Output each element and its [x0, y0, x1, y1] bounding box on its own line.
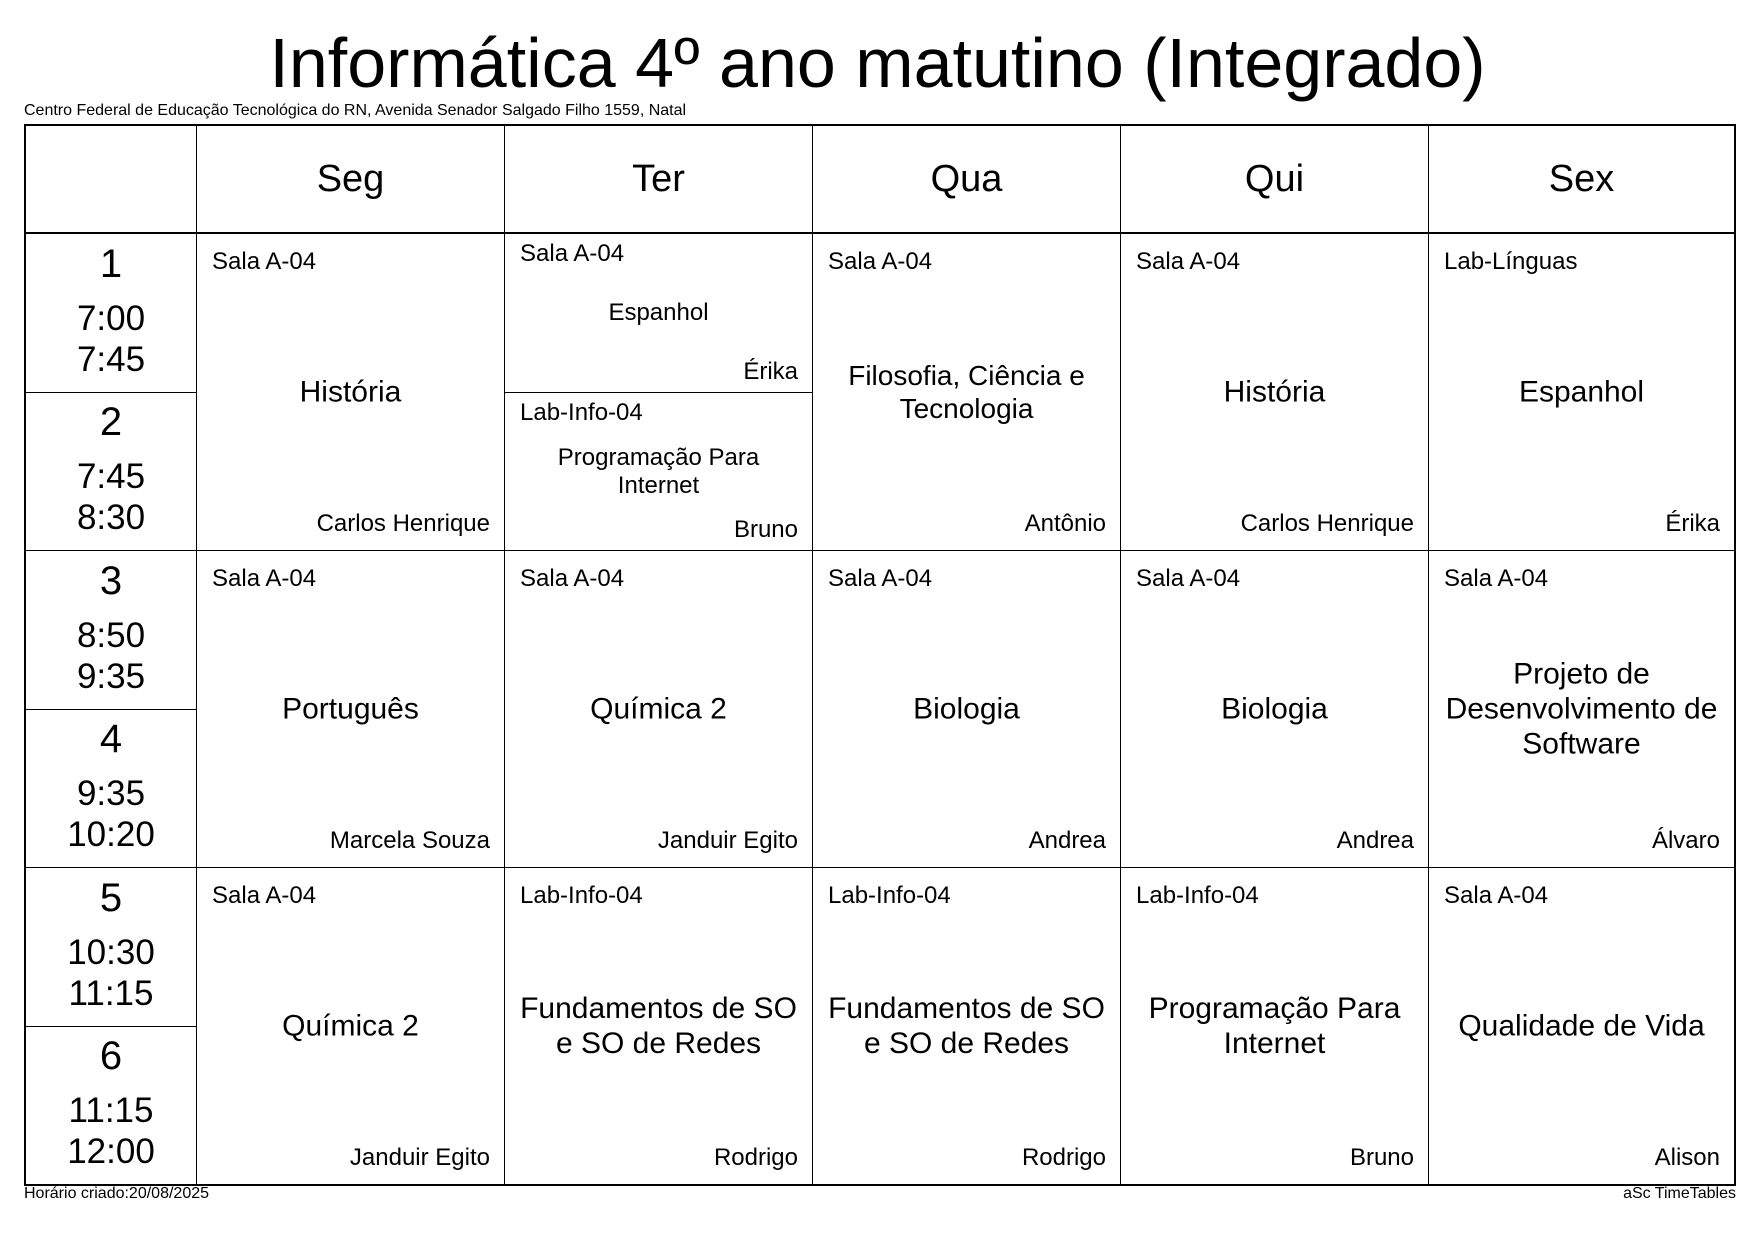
lesson-room: Lab-Info-04 — [520, 399, 643, 426]
lesson-teacher: Bruno — [733, 516, 798, 543]
period-start: 7:45 — [76, 457, 146, 496]
lesson-teacher: Carlos Henrique — [1240, 510, 1414, 537]
day-header-ter: Ter — [504, 126, 812, 232]
lesson-room: Sala A-04 — [1444, 882, 1549, 909]
period-divider — [26, 709, 196, 710]
lesson-teacher: Andrea — [1336, 827, 1414, 854]
period-end: 12:00 — [67, 1132, 155, 1171]
period-start: 7:00 — [76, 299, 146, 338]
period-divider — [26, 1026, 196, 1027]
lesson-qui-1[interactable] — [1120, 234, 1428, 550]
lesson-subject: História — [299, 375, 402, 409]
period-end: 11:15 — [68, 974, 154, 1013]
lesson-subject: Programação Para Internet — [1148, 992, 1401, 1060]
lesson-teacher: Alison — [1654, 1144, 1720, 1171]
lesson-room: Sala A-04 — [1444, 565, 1549, 592]
lesson-ter-3[interactable] — [504, 551, 812, 867]
period-6 — [26, 1026, 196, 1184]
lesson-subject: História — [1223, 375, 1326, 409]
created-date: Horário criado:20/08/2025 — [24, 1185, 210, 1202]
lesson-subject: Espanhol — [1518, 375, 1645, 409]
period-start: 9:35 — [76, 774, 146, 813]
day-header-sex: Sex — [1428, 126, 1734, 232]
period-start: 10:30 — [67, 933, 155, 972]
lesson-seg-1[interactable] — [196, 234, 504, 550]
lesson-room: Sala A-04 — [212, 882, 317, 909]
period-5 — [26, 868, 196, 1026]
lesson-teacher: Antônio — [1024, 510, 1106, 537]
timetable-grid — [24, 124, 1736, 1186]
lesson-qua-3[interactable] — [812, 551, 1120, 867]
lesson-subject: Projeto de Desenvolvimento de Software — [1445, 657, 1718, 761]
lesson-room: Sala A-04 — [828, 565, 933, 592]
brand-credit: aSc TimeTables — [1623, 1185, 1736, 1202]
period-number: 5 — [99, 876, 123, 920]
lesson-seg-5[interactable] — [196, 868, 504, 1184]
lesson-subject: Programação Para Internet — [557, 443, 760, 499]
period-2 — [26, 392, 196, 550]
lesson-room: Sala A-04 — [212, 248, 317, 275]
lesson-room: Sala A-04 — [1136, 248, 1241, 275]
lesson-subject: Química 2 — [590, 692, 727, 726]
day-header-qua: Qua — [812, 126, 1120, 232]
page-title: Informática 4º ano matutino (Integrado) — [269, 24, 1486, 102]
period-4 — [26, 709, 196, 867]
lesson-room: Lab-Info-04 — [828, 882, 951, 909]
lesson-room: Lab-Info-04 — [520, 882, 643, 909]
lesson-teacher: Rodrigo — [713, 1144, 798, 1171]
lesson-subject: Espanhol — [608, 299, 709, 326]
lesson-room: Sala A-04 — [212, 565, 317, 592]
lesson-teacher: Érika — [743, 358, 798, 385]
period-number: 4 — [99, 717, 123, 761]
lesson-subject: Biologia — [913, 692, 1020, 726]
lesson-room: Sala A-04 — [520, 240, 625, 267]
lesson-qui-3[interactable] — [1120, 551, 1428, 867]
lesson-subject: Filosofia, Ciência e Tecnologia — [848, 360, 1085, 424]
day-header-qui: Qui — [1120, 126, 1428, 232]
period-start: 11:15 — [68, 1091, 154, 1130]
lesson-teacher: Marcela Souza — [329, 827, 490, 854]
day-header-seg: Seg — [196, 126, 504, 232]
school-address: Centro Federal de Educação Tecnológica do RN, Avenida Senador Salgado Filho 1559, Natal — [24, 102, 687, 119]
lesson-ter-5[interactable] — [504, 868, 812, 1184]
lesson-subject: Biologia — [1221, 692, 1328, 726]
lesson-sex-5[interactable] — [1428, 868, 1734, 1184]
lesson-subject: Qualidade de Vida — [1458, 1009, 1705, 1043]
period-start: 8:50 — [76, 616, 146, 655]
lesson-teacher: Rodrigo — [1021, 1144, 1106, 1171]
lesson-subject: Português — [282, 692, 419, 726]
lesson-teacher: Janduir Egito — [349, 1144, 490, 1171]
lesson-ter-2[interactable] — [504, 393, 812, 550]
period-divider — [26, 392, 196, 393]
lesson-room: Sala A-04 — [828, 248, 933, 275]
lesson-room: Sala A-04 — [520, 565, 625, 592]
period-number: 1 — [99, 242, 123, 286]
lesson-sex-3[interactable] — [1428, 551, 1734, 867]
period-end: 9:35 — [76, 657, 146, 696]
lesson-qua-5[interactable] — [812, 868, 1120, 1184]
lesson-teacher: Janduir Egito — [657, 827, 798, 854]
period-end: 7:45 — [76, 340, 146, 379]
day-header-row — [26, 126, 1734, 234]
lesson-ter-1[interactable] — [504, 234, 812, 392]
lesson-room: Sala A-04 — [1136, 565, 1241, 592]
lesson-subject: Química 2 — [282, 1009, 419, 1043]
lesson-subject: Fundamentos de SO e SO de Redes — [828, 992, 1105, 1060]
period-3 — [26, 551, 196, 709]
lesson-teacher: Érika — [1665, 510, 1720, 537]
period-number: 3 — [99, 559, 123, 603]
period-end: 10:20 — [67, 815, 155, 854]
lesson-subject: Fundamentos de SO e SO de Redes — [520, 992, 797, 1060]
lesson-room: Lab-Línguas — [1444, 248, 1578, 275]
lesson-qui-5[interactable] — [1120, 868, 1428, 1184]
lesson-teacher: Carlos Henrique — [316, 510, 490, 537]
lesson-room: Lab-Info-04 — [1136, 882, 1259, 909]
lesson-teacher: Bruno — [1349, 1144, 1414, 1171]
lesson-teacher: Álvaro — [1651, 827, 1720, 854]
period-1 — [26, 234, 196, 392]
lesson-qua-1[interactable] — [812, 234, 1120, 550]
lesson-teacher: Andrea — [1028, 827, 1106, 854]
period-number: 6 — [99, 1034, 123, 1078]
lesson-seg-3[interactable] — [196, 551, 504, 867]
period-number: 2 — [99, 400, 123, 444]
period-end: 8:30 — [76, 498, 146, 537]
lesson-sex-1[interactable] — [1428, 234, 1734, 550]
